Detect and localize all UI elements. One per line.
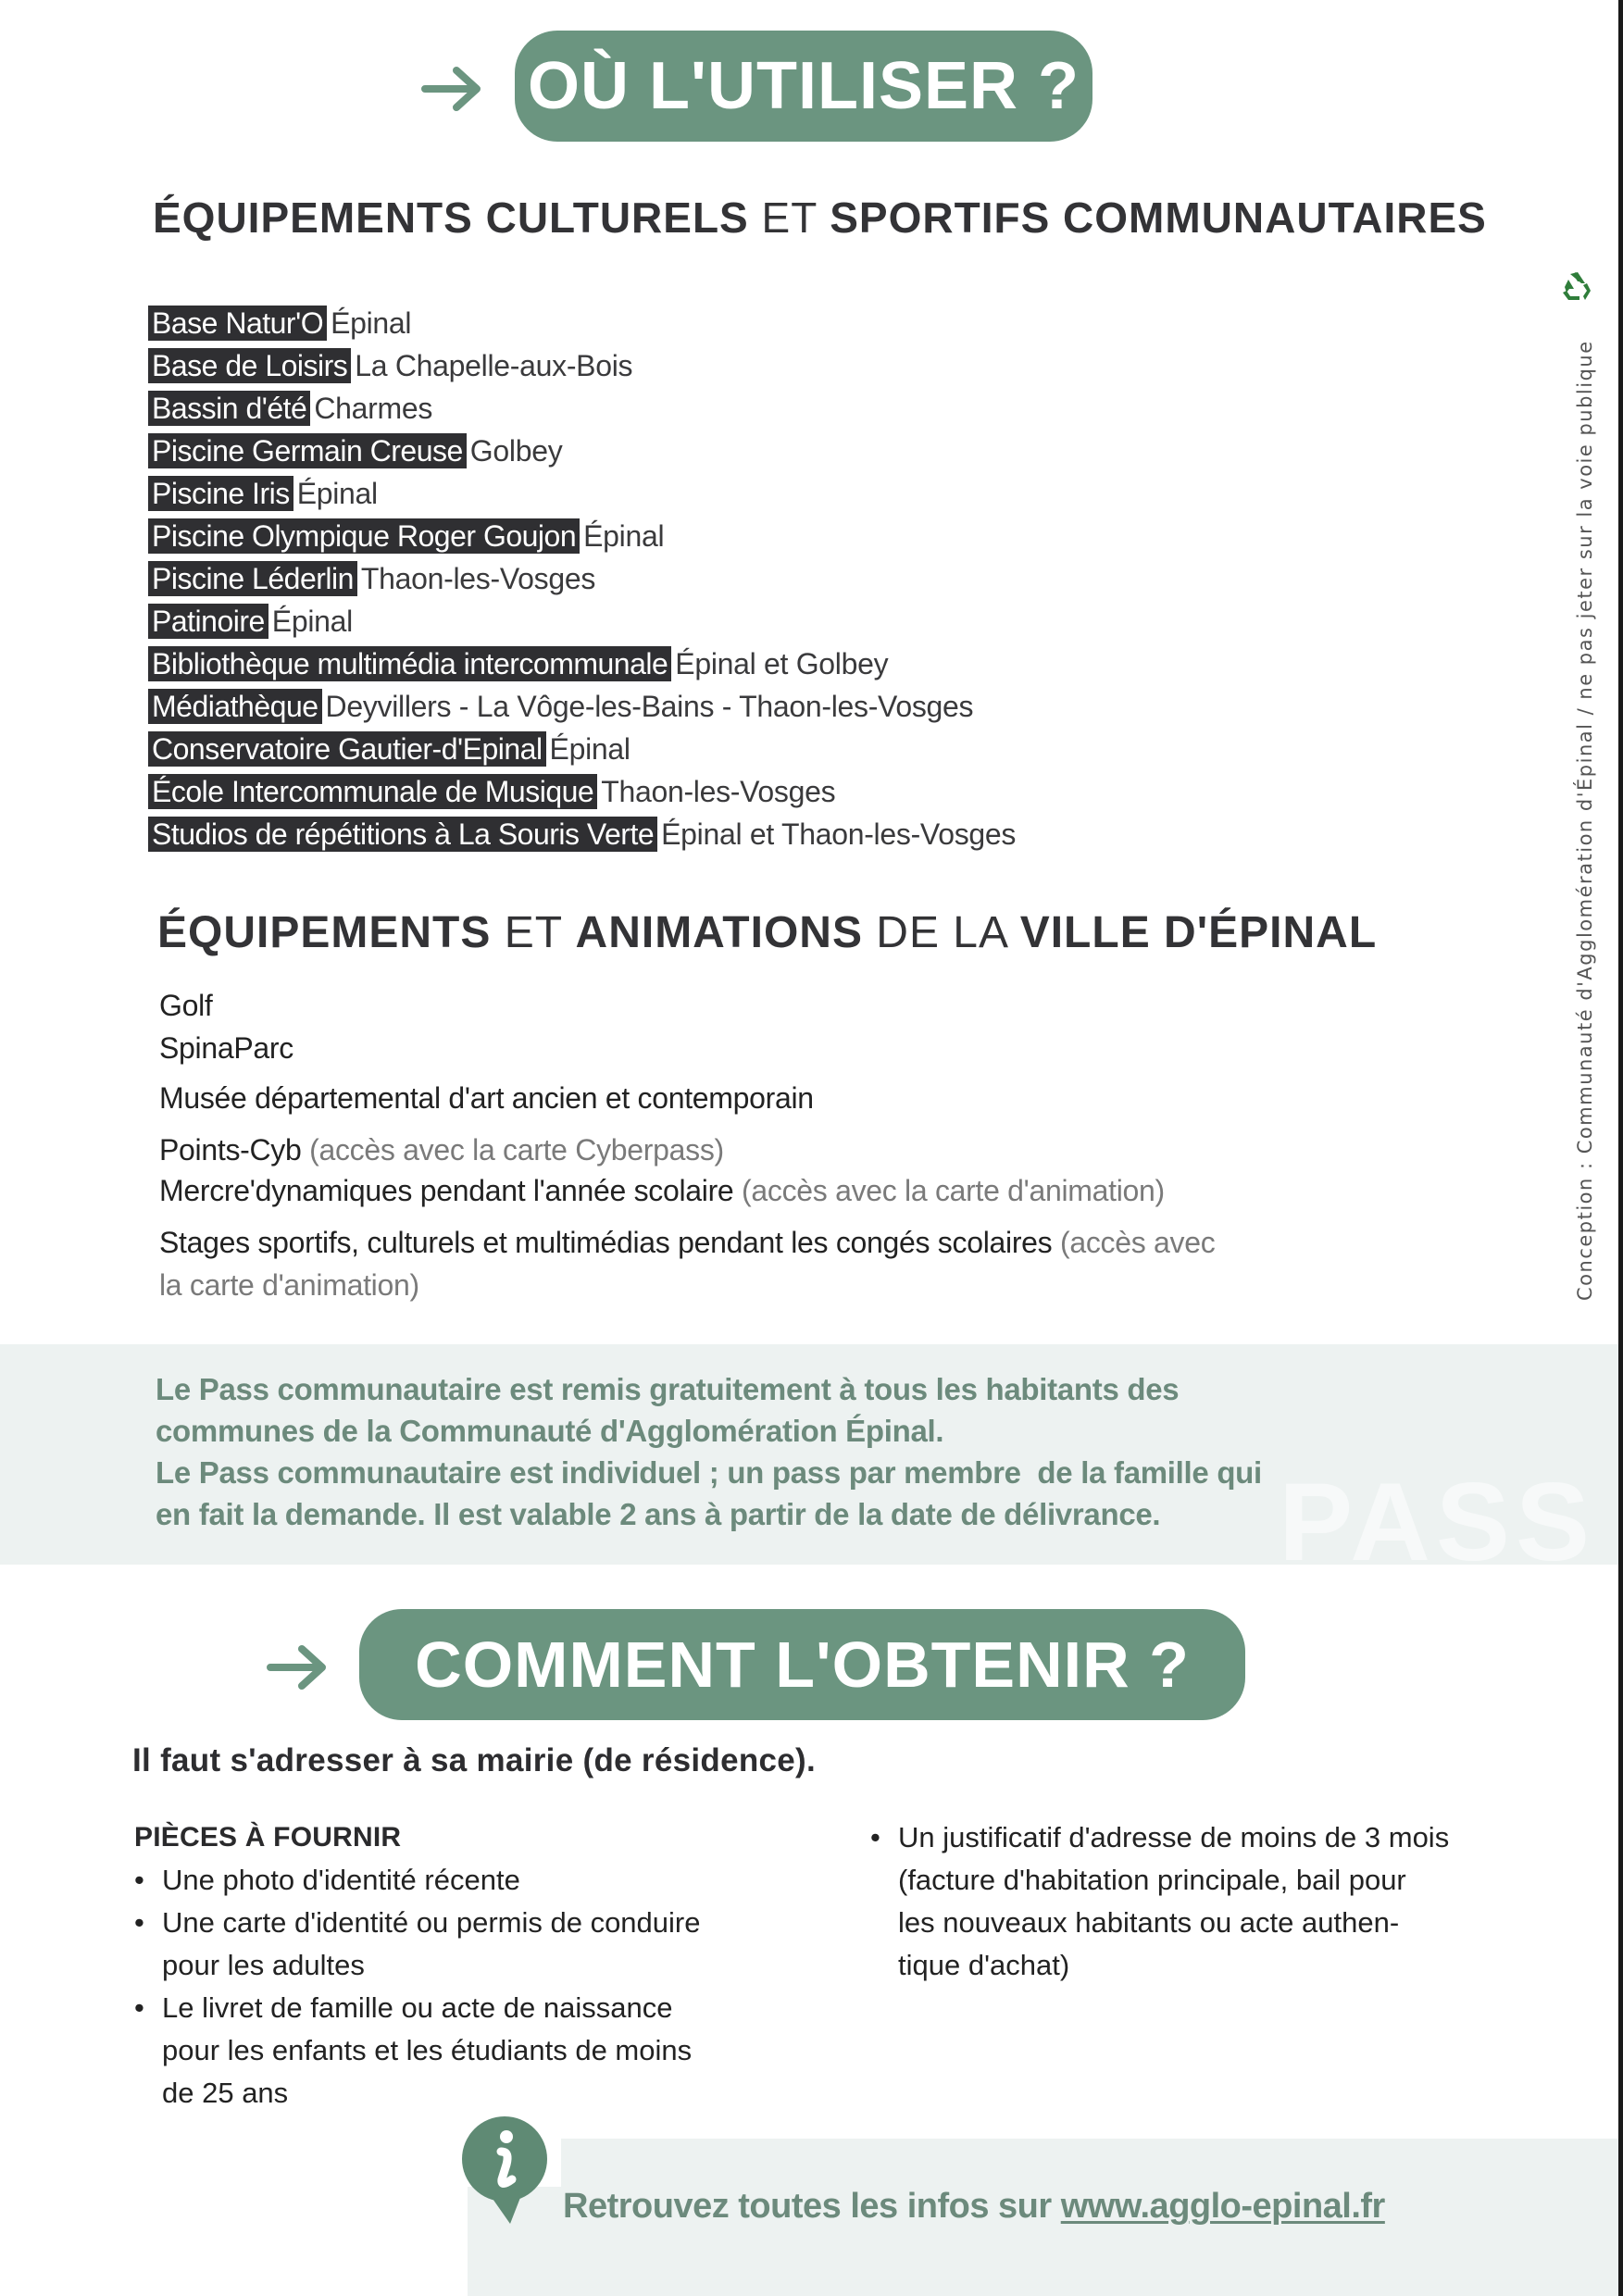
facility-row: [148, 472, 1016, 515]
facility-name: Piscine Olympique Roger Goujon: [148, 518, 580, 554]
section-title-where-text: OÙ L'UTILISER ?: [527, 49, 1080, 123]
scan-edge: [1618, 0, 1623, 2296]
pass-watermark: PASS: [1279, 1460, 1595, 1584]
city-item-text: Mercre'dynamiques pendant l'année scolaire: [159, 1174, 734, 1207]
facility-row: [148, 430, 1016, 472]
facility-name: Bibliothèque multimédia intercommunale: [148, 646, 671, 681]
section-title-how-text: COMMENT L'OBTENIR ?: [415, 1628, 1190, 1701]
facilities-list: [148, 302, 1016, 855]
facility-place: Épinal et Golbey: [675, 646, 889, 680]
info-bubble-icon: [458, 2113, 551, 2228]
document-item: [870, 1816, 1555, 1987]
facility-name: Piscine Léderlin: [148, 561, 357, 596]
document-item: [134, 1902, 838, 1987]
facility-row: [148, 770, 1016, 813]
section-title-how: [359, 1609, 1245, 1720]
facility-place: Épinal: [331, 306, 412, 340]
heading-community-facilities: [153, 193, 1487, 243]
section-title-where: [515, 31, 1092, 142]
facility-place: La Chapelle-aux-Bois: [355, 348, 633, 382]
facility-place: Thaon-les-Vosges: [360, 561, 596, 595]
facility-name: Bassin d'été: [148, 391, 310, 426]
heading-part: ANIMATIONS: [575, 908, 863, 957]
facility-place: Golbey: [469, 433, 563, 468]
facility-name: Médiathèque: [148, 689, 322, 724]
documents-list-right: [870, 1816, 1555, 1987]
facility-row: [148, 515, 1016, 557]
city-item-text: Points-Cyb: [159, 1133, 302, 1167]
bullet: •: [134, 1906, 144, 1939]
bullet: •: [134, 1864, 144, 1896]
facility-row: [148, 728, 1016, 770]
city-item-text: Stages sportifs, culturels et multimédias pendant les congés scolaires: [159, 1226, 1053, 1259]
city-item-text: SpinaParc: [159, 1031, 293, 1065]
facility-place: Épinal: [549, 731, 630, 766]
facility-place: Épinal: [296, 476, 378, 510]
facility-name: Studios de répétitions à La Souris Verte: [148, 817, 657, 852]
document-item: [134, 1987, 838, 2115]
heading-part: ET: [491, 908, 576, 957]
footer-label: Retrouvez toutes les infos sur: [563, 2187, 1061, 2226]
facility-row: [148, 685, 1016, 728]
document-item-text: Une photo d'identité récente: [162, 1864, 520, 1896]
facility-row: [148, 344, 1016, 387]
facility-place: Épinal et Thaon-les-Vosges: [661, 817, 1017, 851]
city-item: [159, 1031, 293, 1066]
city-item-note: (accès avec la carte Cyberpass): [301, 1133, 724, 1167]
facility-name: Patinoire: [148, 604, 268, 639]
info-band-line: communes de la Communauté d'Agglomération Épinal.: [156, 1414, 944, 1448]
facility-row: [148, 643, 1016, 685]
facility-place: Épinal: [271, 604, 353, 638]
facility-name: École Intercommunale de Musique: [148, 774, 597, 809]
city-item-note: (accès avec: [1052, 1226, 1216, 1259]
facility-row: [148, 813, 1016, 855]
heading-part: ÉQUIPEMENTS: [157, 908, 492, 957]
city-item: [159, 1226, 1215, 1260]
heading-part: VILLE D'ÉPINAL: [1019, 908, 1378, 957]
facility-name: Conservatoire Gautier-d'Epinal: [148, 731, 546, 767]
documents-title: PIÈCES À FOURNIR: [134, 1822, 402, 1853]
arrow-right-icon: [267, 1641, 328, 1693]
city-item: [159, 1268, 419, 1303]
bullet: •: [134, 1991, 144, 2024]
info-band-line: en fait la demande. Il est valable 2 ans à partir de la date de délivrance.: [156, 1497, 1161, 1531]
document-item-text: Une carte d'identité ou permis de conduire pour les adultes: [162, 1906, 701, 1981]
facility-name: Piscine Iris: [148, 476, 293, 511]
arrow-right-icon: [421, 63, 482, 115]
facility-row: [148, 600, 1016, 643]
city-item-note: (accès avec la carte d'animation): [733, 1174, 1165, 1207]
city-item: [159, 1133, 724, 1167]
facility-place: Thaon-les-Vosges: [601, 774, 836, 808]
document-item: [134, 1859, 838, 1902]
heading-part: SPORTIFS COMMUNAUTAIRES: [830, 193, 1487, 242]
city-item-text: Golf: [159, 989, 213, 1022]
city-item: [159, 1081, 814, 1116]
facility-name: Piscine Germain Creuse: [148, 433, 467, 468]
city-item: [159, 1174, 1165, 1208]
footer-text: [563, 2187, 1385, 2227]
facility-place: Épinal: [583, 518, 665, 553]
heading-part: ÉQUIPEMENTS CULTURELS: [153, 193, 749, 242]
facility-row: [148, 557, 1016, 600]
document-item-text: Le livret de famille ou acte de naissance pour les enfants et les étudiants de moins de 25 ans: [162, 1991, 693, 2109]
intro-text: Il faut s'adresser à sa mairie (de résidence).: [132, 1742, 817, 1778]
credit-text: Conception : Communauté d'Agglomération d'Épinal / ne pas jeter sur la voie publique: [1574, 340, 1596, 1301]
facility-name: Base Natur'O: [148, 306, 327, 341]
info-band-line: Le Pass communautaire est remis gratuitement à tous les habitants des: [156, 1372, 1180, 1406]
city-item: [159, 989, 213, 1023]
heading-part: DE LA: [862, 908, 1020, 957]
facility-place: Charmes: [314, 391, 433, 425]
heading-city-facilities: [157, 907, 1377, 958]
info-band-text: [156, 1368, 1262, 1535]
bullet: •: [870, 1821, 880, 1853]
heading-part: ET: [748, 193, 830, 242]
facility-row: [148, 302, 1016, 344]
website-link[interactable]: www.agglo-epinal.fr: [1060, 2187, 1385, 2226]
documents-list-left: [134, 1859, 838, 2115]
facility-name: Base de Loisirs: [148, 348, 351, 383]
document-item-text: Un justificatif d'adresse de moins de 3 mois (facture d'habitation principale, bail pour les nouveaux habitants ou acte authen- tique d'achat): [898, 1821, 1450, 1981]
info-band-line: Le Pass communautaire est individuel ; un pass par membre de la famille qui: [156, 1455, 1262, 1490]
facility-place: Deyvillers - La Vôge-les-Bains - Thaon-les-Vosges: [325, 689, 974, 723]
city-item-note: la carte d'animation): [159, 1268, 419, 1302]
recycle-icon: [1559, 270, 1592, 302]
facility-row: [148, 387, 1016, 430]
city-item-text: Musée départemental d'art ancien et contemporain: [159, 1081, 814, 1115]
